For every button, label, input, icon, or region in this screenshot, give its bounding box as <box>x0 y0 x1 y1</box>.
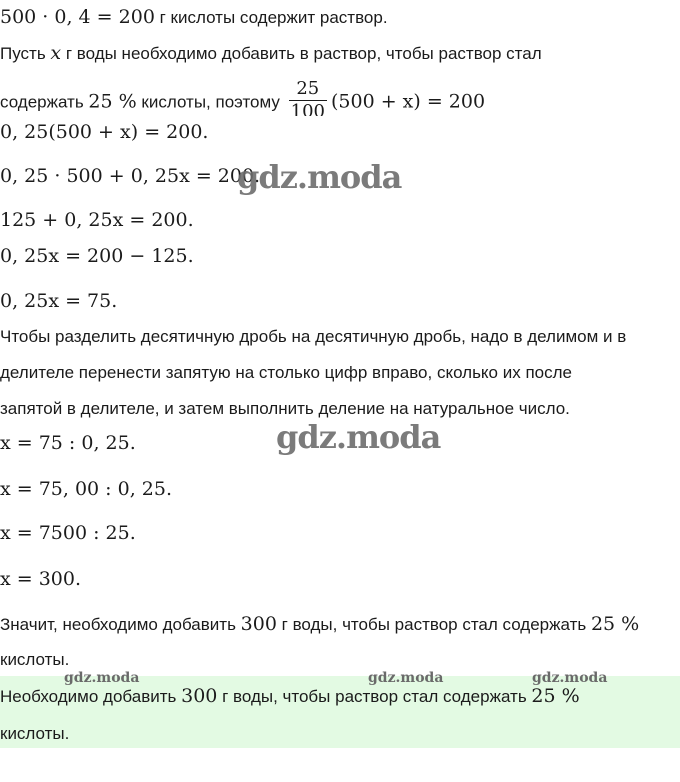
watermark-small: gdz.moda <box>64 670 140 686</box>
fraction <box>289 78 327 116</box>
conclusion-pre: Значит, необходимо добавить <box>0 615 241 634</box>
equation-5: 0, 25x = 75. <box>0 290 118 312</box>
answer-pre: Необходимо добавить <box>0 687 182 706</box>
watermark-logo: gdz.moda <box>276 418 441 456</box>
conclusion-line-2: кислоты. <box>0 650 70 669</box>
answer-mid: г воды, чтобы раствор стал содержать <box>217 687 532 706</box>
answer-line-1 <box>0 685 580 708</box>
watermark-small: gdz.moda <box>368 670 444 686</box>
rule-line-3: запятой в делителе, и затем выполнить деление на натуральное число. <box>0 399 570 418</box>
equation-2: 0, 25 · 500 + 0, 25x = 200. <box>0 165 261 187</box>
equation-4: 0, 25x = 200 − 125. <box>0 245 194 267</box>
line-given <box>0 6 388 29</box>
conclusion-mid: г воды, чтобы раствор стал содержать <box>276 615 591 634</box>
given-expression: 500 · 0, 4 = 200 <box>0 6 155 28</box>
conclusion-percent: 25 % <box>590 613 640 635</box>
equation-8: x = 7500 : 25. <box>0 522 136 544</box>
equation-9: x = 300. <box>0 568 82 590</box>
setup-pre: содержать <box>0 92 89 112</box>
setup-post: кислоты, поэтому <box>136 92 285 112</box>
equation-1: 0, 25(500 + x) = 200. <box>0 121 209 143</box>
answer-line-2: кислоты. <box>0 724 70 743</box>
given-text: г кислоты содержит раствор. <box>154 8 388 27</box>
fraction-denominator: 100 <box>290 101 325 116</box>
let-x-pre: Пусть <box>0 44 51 63</box>
equation-3: 125 + 0, 25x = 200. <box>0 209 194 231</box>
rule-line-1: Чтобы разделить десятичную дробь на десятичную дробь, надо в делимом и в <box>0 327 627 346</box>
watermark-small: gdz.moda <box>532 670 608 686</box>
line-let-x <box>0 42 542 65</box>
rule-line-2: делителе перенести запятую на столько цифр вправо, сколько их после <box>0 363 572 382</box>
conclusion-line-1 <box>0 613 639 636</box>
line-equation-setup <box>0 78 486 122</box>
equation-7: x = 75, 00 : 0, 25. <box>0 478 173 500</box>
equation-6: x = 75 : 0, 25. <box>0 432 136 454</box>
let-x-post: г воды необходимо добавить в раствор, чтобы раствор стал <box>61 44 542 63</box>
answer-number: 300 <box>181 685 218 707</box>
variable-x: x <box>50 42 62 64</box>
answer-percent: 25 % <box>531 685 580 707</box>
setup-percent: 25 % <box>88 90 137 113</box>
setup-expression: (500 + x) = 200 <box>330 90 486 113</box>
watermark-logo: gdz.moda <box>237 158 402 196</box>
conclusion-number: 300 <box>240 613 277 635</box>
fraction-numerator: 25 <box>289 78 327 101</box>
